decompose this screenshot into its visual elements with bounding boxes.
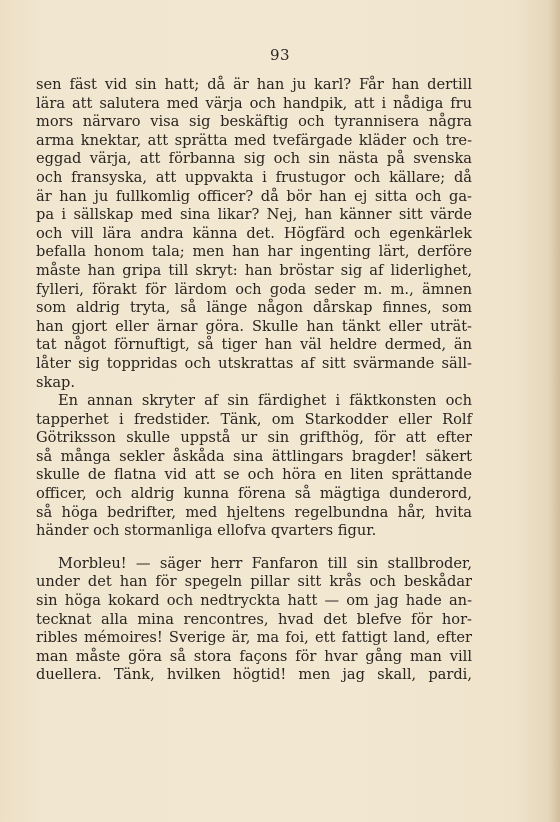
text-line: händer och stormanliga ellofva qvarters figur. xyxy=(36,522,377,540)
page-edge-shadow xyxy=(548,0,560,822)
text-line: och fransyska, att uppvakta i frustugor och källare; då xyxy=(36,168,472,186)
text-line: under det han för spegeln pillar sitt krås och beskådar xyxy=(36,573,472,591)
text-line: duellera. Tänk, hvilken högtid! men jag skall, pardi, xyxy=(36,666,472,684)
text-line: som aldrig tryta, så länge någon dårskap finnes, som xyxy=(36,299,472,317)
text-line: Götriksson skulle uppstå ur sin grifthög, för att efter xyxy=(36,429,472,447)
text-line: så höga bedrifter, med hjeltens regelbundna hår, hvita xyxy=(36,503,472,521)
text-line: låter sig toppridas och utskrattas af sitt svärmande säll- xyxy=(36,354,472,372)
text-line: måste han gripa till skryt: han bröstar sig af liderlighet, xyxy=(36,261,472,279)
text-line: mors närvaro visa sig beskäftig och tyrannisera några xyxy=(36,113,472,131)
text-line: tat något förnuftigt, så tiger han väl heldre dermed, än xyxy=(36,336,472,354)
text-line: skap. xyxy=(36,373,76,391)
text-line: befalla honom tala; men han har ingenting lärt, derföre xyxy=(36,243,472,261)
paragraph xyxy=(36,392,472,541)
paragraph xyxy=(36,76,472,392)
text-line: sin höga kokard och nedtryckta hatt — om jag hade an- xyxy=(36,592,472,610)
paragraph-gap xyxy=(36,541,472,555)
text-line: officer, och aldrig kunna förena så mägtiga dunderord, xyxy=(36,485,472,503)
text-line: han gjort eller ärnar göra. Skulle han tänkt eller uträt- xyxy=(36,317,472,335)
paragraph xyxy=(36,555,472,685)
text-line: så många sekler åskåda sina ättlingars bragder! säkert xyxy=(36,447,472,465)
text-line: tecknat alla mina rencontres, hvad det blefve för hor- xyxy=(36,610,472,628)
text-line: ribles mémoires! Sverige är, ma foi, ett fattigt land, efter xyxy=(36,629,472,647)
text-line: fylleri, förakt för lärdom och goda seder m. m., ämnen xyxy=(36,280,472,298)
text-line: sen fäst vid sin hatt; då är han ju karl? Får han dertill xyxy=(36,76,472,93)
text-line: En annan skryter af sin färdighet i fäktkonsten och xyxy=(58,392,472,410)
text-line: är han ju fullkomlig officer? då bör han ej sitta och ga- xyxy=(36,187,472,205)
text-line: tapperhet i fredstider. Tänk, om Starkodder eller Rolf xyxy=(36,410,472,428)
text-line: pa i sällskap med sina likar? Nej, han känner sitt värde xyxy=(36,206,472,224)
text-line: skulle de flatna vid att se och höra en liten sprättande xyxy=(36,466,472,484)
page-number: 93 xyxy=(269,46,291,64)
body-text xyxy=(36,76,472,685)
text-line: lära att salutera med värja och handpik, att i nådiga fru xyxy=(36,94,472,112)
text-line: eggad värja, att förbanna sig och sin nästa på svenska xyxy=(36,150,472,168)
text-line: man måste göra så stora façons för hvar gång man vill xyxy=(36,647,472,665)
text-line: och vill lära andra känna det. Högfärd och egenkärlek xyxy=(36,224,472,242)
text-line: Morbleu! — säger herr Fanfaron till sin stallbroder, xyxy=(58,554,472,572)
text-line: arma knektar, att sprätta med tvefärgade kläder och tre- xyxy=(36,131,472,149)
